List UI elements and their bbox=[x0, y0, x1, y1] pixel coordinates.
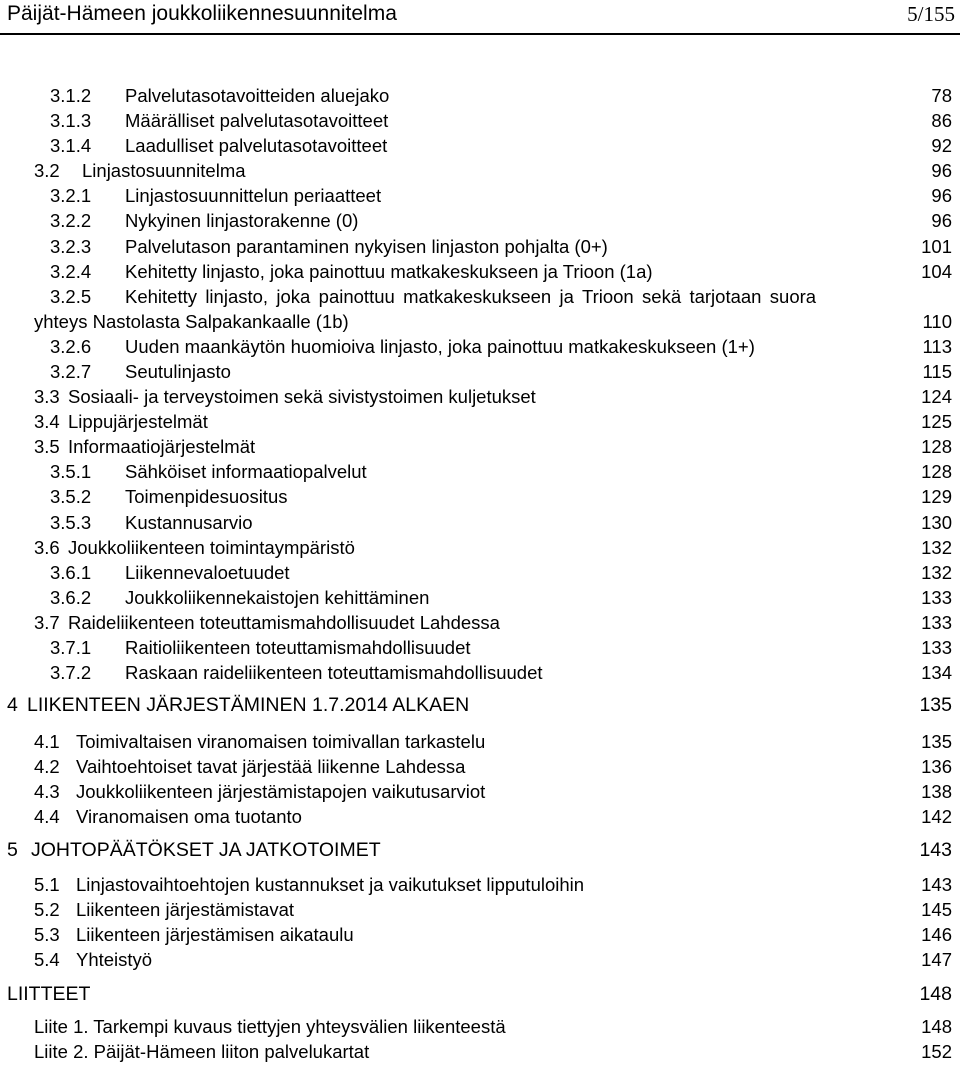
toc-entry-number: 5.4 bbox=[34, 949, 60, 970]
toc-entry-page: 92 bbox=[931, 135, 952, 156]
toc-entry-page: 110 bbox=[922, 311, 952, 332]
toc-entry-page: 101 bbox=[921, 236, 952, 257]
toc-entry-page: 148 bbox=[921, 1016, 952, 1037]
toc-entry-title: Kehitetty linjasto, joka painottuu matkakeskukseen ja Trioon (1a) bbox=[125, 261, 653, 282]
toc-entry-number: 3.2.3 bbox=[50, 236, 92, 257]
toc-entry-page: 145 bbox=[921, 899, 952, 920]
toc-entry-number: 4.3 bbox=[34, 781, 60, 802]
toc-entry-title: Viranomaisen oma tuotanto bbox=[76, 806, 302, 827]
toc-entry-number: 3.5.3 bbox=[50, 512, 92, 533]
toc-entry-title: Määrälliset palvelutasotavoitteet bbox=[125, 110, 389, 131]
toc-entry-title: Informaatiojärjestelmät bbox=[68, 436, 256, 457]
toc-entry-title: Linjastovaihtoehtojen kustannukset ja vaikutukset lipputuloihin bbox=[76, 874, 585, 895]
toc-entry-title: Yhteistyö bbox=[76, 949, 153, 970]
toc-entry-page: 152 bbox=[921, 1041, 952, 1062]
toc-entry-title: Joukkoliikenteen järjestämistapojen vaikutusarviot bbox=[76, 781, 486, 802]
toc-entry-title: Liikennevaloetuudet bbox=[125, 562, 290, 583]
toc-entry-page: 113 bbox=[922, 336, 952, 357]
toc-entry-number: 4.1 bbox=[34, 731, 60, 752]
toc-entry-title: Liite 2. Päijät-Hämeen liiton palvelukartat bbox=[34, 1041, 370, 1062]
toc-entry-page: 146 bbox=[921, 924, 952, 945]
toc-entry-number: 3.2.7 bbox=[50, 361, 92, 382]
toc-entry-page: 132 bbox=[921, 562, 952, 583]
toc-entry-number: 3.7 bbox=[34, 612, 60, 633]
toc-entry-page: 104 bbox=[921, 261, 952, 282]
toc-entry-page: 142 bbox=[921, 806, 952, 827]
toc-chapter-page: 135 bbox=[919, 694, 952, 716]
toc-entry-title-continuation: yhteys Nastolasta Salpakankaalle (1b) bbox=[34, 311, 349, 332]
toc-entry-title: Laadulliset palvelutasotavoitteet bbox=[125, 135, 388, 156]
toc-chapter-title: LIIKENTEEN JÄRJESTÄMINEN 1.7.2014 ALKAEN bbox=[27, 694, 470, 716]
document-title: Päijät-Hämeen joukkoliikennesuunnitelma bbox=[7, 2, 397, 25]
toc-entry-title: Raskaan raideliikenteen toteuttamismahdollisuudet bbox=[125, 662, 543, 683]
toc-entry-title: Seutulinjasto bbox=[125, 361, 231, 382]
toc-chapter-title: LIITTEET bbox=[7, 983, 91, 1005]
toc-entry-number: 3.4 bbox=[34, 411, 60, 432]
toc-entry-number: 3.2 bbox=[34, 160, 60, 181]
toc-entry-number: 3.7.2 bbox=[50, 662, 92, 683]
page-number: 5/155 bbox=[907, 2, 955, 26]
toc-entry-title: Kustannusarvio bbox=[125, 512, 253, 533]
toc-entry-page: 133 bbox=[921, 612, 952, 633]
toc-entry-number: 4.4 bbox=[34, 806, 60, 827]
toc-entry-number: 3.2.2 bbox=[50, 210, 92, 231]
toc-entry-page: 136 bbox=[921, 756, 952, 777]
toc-entry-page: 86 bbox=[931, 110, 952, 131]
toc-entry-page: 138 bbox=[921, 781, 952, 802]
toc-entry-number: 3.6.2 bbox=[50, 587, 92, 608]
toc-entry-title: Kehitetty linjasto, joka painottuu matkakeskukseen ja Trioon sekä tarjotaan suora bbox=[125, 286, 817, 307]
toc-entry-title: Palvelutasotavoitteiden aluejako bbox=[125, 85, 390, 106]
toc-entry-number: 3.1.4 bbox=[50, 135, 92, 156]
toc-chapter-title: JOHTOPÄÄTÖKSET JA JATKOTOIMET bbox=[31, 839, 381, 861]
toc-entry-number: 3.2.1 bbox=[50, 185, 92, 206]
toc-entry-page: 147 bbox=[921, 949, 952, 970]
toc-entry-page: 133 bbox=[921, 587, 952, 608]
toc-entry-number: 3.6 bbox=[34, 537, 60, 558]
toc-entry-number: 5.1 bbox=[34, 874, 60, 895]
toc-chapter-page: 143 bbox=[919, 839, 952, 861]
toc-entry-number: 3.5.2 bbox=[50, 486, 92, 507]
toc-entry-title: Liite 1. Tarkempi kuvaus tiettyjen yhteysvälien liikenteestä bbox=[34, 1016, 506, 1037]
toc-entry-page: 124 bbox=[921, 386, 952, 407]
toc-entry-title: Uuden maankäytön huomioiva linjasto, joka painottuu matkakeskukseen (1+) bbox=[125, 336, 755, 357]
toc-entry-title: Sähköiset informaatiopalvelut bbox=[125, 461, 367, 482]
toc-entry-title: Linjastosuunnitelma bbox=[82, 160, 246, 181]
toc-entry-page: 128 bbox=[921, 436, 952, 457]
toc-entry-number: 3.1.2 bbox=[50, 85, 92, 106]
toc-entry-page: 128 bbox=[921, 461, 952, 482]
toc-chapter-number: 5 bbox=[7, 839, 18, 861]
toc-entry-title: Vaihtoehtoiset tavat järjestää liikenne Lahdessa bbox=[76, 756, 466, 777]
toc-entry-title: Lippujärjestelmät bbox=[68, 411, 208, 432]
toc-entry-page: 96 bbox=[931, 160, 952, 181]
toc-entry-title: Palvelutason parantaminen nykyisen linjaston pohjalta (0+) bbox=[125, 236, 608, 257]
toc-entry-number: 3.5.1 bbox=[50, 461, 92, 482]
toc-chapter-number: 4 bbox=[7, 694, 18, 716]
toc-entry-number: 3.5 bbox=[34, 436, 60, 457]
toc-entry-title: Joukkoliikennekaistojen kehittäminen bbox=[125, 587, 430, 608]
toc-entry-page: 133 bbox=[921, 637, 952, 658]
toc-entry-page: 125 bbox=[921, 411, 952, 432]
toc-entry-page: 143 bbox=[921, 874, 952, 895]
toc-entry-title: Joukkoliikenteen toimintaympäristö bbox=[68, 537, 355, 558]
toc-entry-page: 115 bbox=[922, 361, 952, 382]
toc-entry-number: 5.2 bbox=[34, 899, 60, 920]
toc-entry-page: 96 bbox=[931, 185, 952, 206]
toc-entry-page: 130 bbox=[921, 512, 952, 533]
toc-entry-title: Liikenteen järjestämistavat bbox=[76, 899, 294, 920]
toc-entry-number: 3.2.4 bbox=[50, 261, 92, 282]
toc-entry-number: 3.1.3 bbox=[50, 110, 92, 131]
toc-entry-page: 132 bbox=[921, 537, 952, 558]
toc-entry-page: 96 bbox=[931, 210, 952, 231]
toc-entry-page: 135 bbox=[921, 731, 952, 752]
toc-entry-number: 4.2 bbox=[34, 756, 60, 777]
toc-entry-title: Toimivaltaisen viranomaisen toimivallan tarkastelu bbox=[76, 731, 486, 752]
toc-entry-number: 3.3 bbox=[34, 386, 60, 407]
toc-entry-number: 3.2.6 bbox=[50, 336, 92, 357]
toc-entry-page: 134 bbox=[921, 662, 952, 683]
toc-entry-number: 5.3 bbox=[34, 924, 60, 945]
toc-entry-title: Linjastosuunnittelun periaatteet bbox=[125, 185, 382, 206]
toc-entry-page: 78 bbox=[931, 85, 952, 106]
toc-entry-page: 129 bbox=[921, 486, 952, 507]
toc-entry-number: 3.2.5 bbox=[50, 286, 92, 307]
toc-entry-title: Sosiaali- ja terveystoimen sekä sivistystoimen kuljetukset bbox=[68, 386, 536, 407]
toc-entry-title: Toimenpidesuositus bbox=[125, 486, 288, 507]
toc-entry-title: Raideliikenteen toteuttamismahdollisuudet Lahdessa bbox=[68, 612, 500, 633]
toc-entry-title: Raitioliikenteen toteuttamismahdollisuudet bbox=[125, 637, 471, 658]
toc-chapter-page: 148 bbox=[919, 983, 952, 1005]
toc-entry-number: 3.6.1 bbox=[50, 562, 92, 583]
toc-entry-title: Liikenteen järjestämisen aikataulu bbox=[76, 924, 354, 945]
toc-entry-number: 3.7.1 bbox=[50, 637, 92, 658]
toc-entry-title: Nykyinen linjastorakenne (0) bbox=[125, 210, 359, 231]
